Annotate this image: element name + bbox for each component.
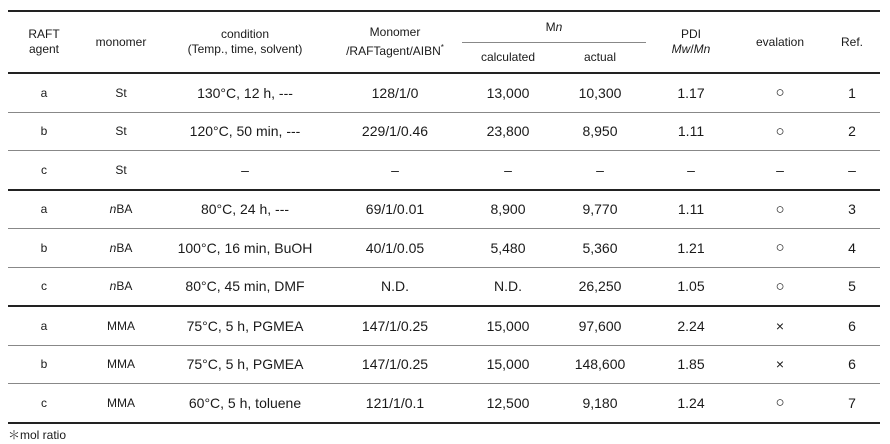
- evaluation-cell: [736, 73, 824, 112]
- evaluation-cell: [736, 306, 824, 345]
- ratio-cell: –: [328, 151, 462, 190]
- raft-agent-cell: c: [8, 267, 80, 306]
- cross-icon: ×: [775, 356, 785, 373]
- ref-cell: 6: [824, 345, 880, 384]
- circle-icon: ○: [775, 394, 785, 412]
- monomer-cell: MMA: [80, 306, 162, 345]
- table-row: [8, 73, 880, 112]
- ref-cell: 5: [824, 267, 880, 306]
- mn-calculated-cell: N.D.: [462, 267, 554, 306]
- table-row: [8, 345, 880, 384]
- raft-agent-cell: c: [8, 151, 80, 190]
- header-evaluation: evalation: [736, 11, 824, 73]
- ratio-cell: 147/1/0.25: [328, 306, 462, 345]
- header-actual: actual: [554, 43, 646, 74]
- ref-cell: 2: [824, 112, 880, 151]
- table-row: [8, 229, 880, 268]
- table-row: [8, 306, 880, 345]
- ratio-cell: 69/1/0.01: [328, 190, 462, 229]
- ref-cell: 6: [824, 306, 880, 345]
- mn-actual-cell: 8,950: [554, 112, 646, 151]
- mn-calculated-cell: 12,500: [462, 384, 554, 423]
- ref-cell: –: [824, 151, 880, 190]
- monomer-cell: MMA: [80, 384, 162, 423]
- circle-icon: ○: [775, 277, 785, 295]
- table-row: [8, 112, 880, 151]
- raft-agent-cell: b: [8, 112, 80, 151]
- evaluation-cell: [736, 229, 824, 268]
- header-mn: Mn: [462, 11, 646, 43]
- monomer-cell: nBA: [80, 229, 162, 268]
- evaluation-cell: [736, 190, 824, 229]
- cross-icon: ×: [775, 317, 785, 334]
- pdi-cell: 1.11: [646, 112, 736, 151]
- table-row: [8, 267, 880, 306]
- condition-cell: 130°C, 12 h, ---: [197, 84, 293, 101]
- table-body: [8, 73, 880, 423]
- condition-cell: –: [162, 151, 328, 190]
- header-condition: condition (Temp., time, solvent): [162, 11, 328, 73]
- mn-calculated-cell: 23,800: [462, 112, 554, 151]
- raft-agent-cell: b: [8, 345, 80, 384]
- monomer-cell: nBA: [80, 190, 162, 229]
- raft-polymerization-table: [8, 10, 880, 424]
- circle-icon: ○: [775, 239, 785, 257]
- mn-actual-cell: 26,250: [554, 267, 646, 306]
- circle-icon: ○: [775, 200, 785, 218]
- monomer-cell: St: [80, 112, 162, 151]
- evaluation-cell: [736, 112, 824, 151]
- ref-cell: 3: [824, 190, 880, 229]
- ratio-cell: N.D.: [328, 267, 462, 306]
- mn-calculated-cell: –: [462, 151, 554, 190]
- table-row: [8, 151, 880, 190]
- table-row: [8, 190, 880, 229]
- raft-agent-cell: c: [8, 384, 80, 423]
- header-calculated: calculated: [462, 43, 554, 74]
- ratio-cell: 147/1/0.25: [328, 345, 462, 384]
- raft-agent-cell: a: [8, 306, 80, 345]
- monomer-cell: nBA: [80, 267, 162, 306]
- condition-cell: 60°C, 5 h, toluene: [162, 384, 328, 423]
- mn-actual-cell: –: [554, 151, 646, 190]
- mn-calculated-cell: 15,000: [462, 306, 554, 345]
- monomer-cell: St: [80, 151, 162, 190]
- pdi-cell: 1.85: [646, 345, 736, 384]
- pdi-cell: 2.24: [646, 306, 736, 345]
- mn-actual-cell: 10,300: [578, 84, 622, 101]
- raft-agent-cell: a: [8, 190, 80, 229]
- circle-icon: ○: [775, 84, 785, 102]
- ref-cell: 1: [848, 84, 856, 101]
- evaluation-cell: [736, 384, 824, 423]
- pdi-cell: –: [646, 151, 736, 190]
- ratio-cell: 229/1/0.46: [328, 112, 462, 151]
- raft-agent-cell: a: [40, 85, 48, 100]
- condition-cell: 75°C, 5 h, PGMEA: [162, 345, 328, 384]
- mn-actual-cell: 148,600: [554, 345, 646, 384]
- ratio-cell: 121/1/0.1: [328, 384, 462, 423]
- mn-calculated-cell: 13,000: [486, 84, 530, 101]
- footnote: ＊mol ratio: [8, 428, 67, 442]
- mn-actual-cell: 9,770: [554, 190, 646, 229]
- condition-cell: 80°C, 24 h, ---: [162, 190, 328, 229]
- pdi-cell: 1.24: [646, 384, 736, 423]
- pdi-cell: 1.17: [677, 84, 705, 101]
- condition-cell: 100°C, 16 min, BuOH: [162, 229, 328, 268]
- header-pdi: PDI Mw/Mn: [646, 11, 736, 73]
- monomer-cell: St: [115, 85, 127, 100]
- evaluation-cell: [736, 345, 824, 384]
- raft-agent-cell: b: [8, 229, 80, 268]
- mn-actual-cell: 9,180: [554, 384, 646, 423]
- mn-calculated-cell: 8,900: [462, 190, 554, 229]
- pdi-cell: 1.11: [646, 190, 736, 229]
- pdi-cell: 1.21: [646, 229, 736, 268]
- dash-text: –: [776, 161, 784, 178]
- monomer-cell: MMA: [80, 345, 162, 384]
- ratio-cell: 128/1/0: [371, 84, 419, 101]
- header-ratio: Monomer /RAFTagent/AIBN*: [328, 11, 462, 73]
- condition-cell: 80°C, 45 min, DMF: [162, 267, 328, 306]
- circle-icon: ○: [775, 122, 785, 140]
- evaluation-cell: [736, 151, 824, 190]
- mn-actual-cell: 97,600: [554, 306, 646, 345]
- condition-cell: 75°C, 5 h, PGMEA: [162, 306, 328, 345]
- ref-cell: 7: [824, 384, 880, 423]
- condition-cell: 120°C, 50 min, ---: [162, 112, 328, 151]
- evaluation-cell: [736, 267, 824, 306]
- mn-actual-cell: 5,360: [554, 229, 646, 268]
- header-monomer: monomer: [80, 11, 162, 73]
- mn-calculated-cell: 5,480: [462, 229, 554, 268]
- header-ref: Ref.: [824, 11, 880, 73]
- table-row: [8, 384, 880, 423]
- mn-calculated-cell: 15,000: [462, 345, 554, 384]
- pdi-cell: 1.05: [646, 267, 736, 306]
- ref-cell: 4: [824, 229, 880, 268]
- ratio-cell: 40/1/0.05: [328, 229, 462, 268]
- data-table-container: [8, 10, 880, 424]
- header-raft-agent: RAFT agent: [8, 11, 80, 73]
